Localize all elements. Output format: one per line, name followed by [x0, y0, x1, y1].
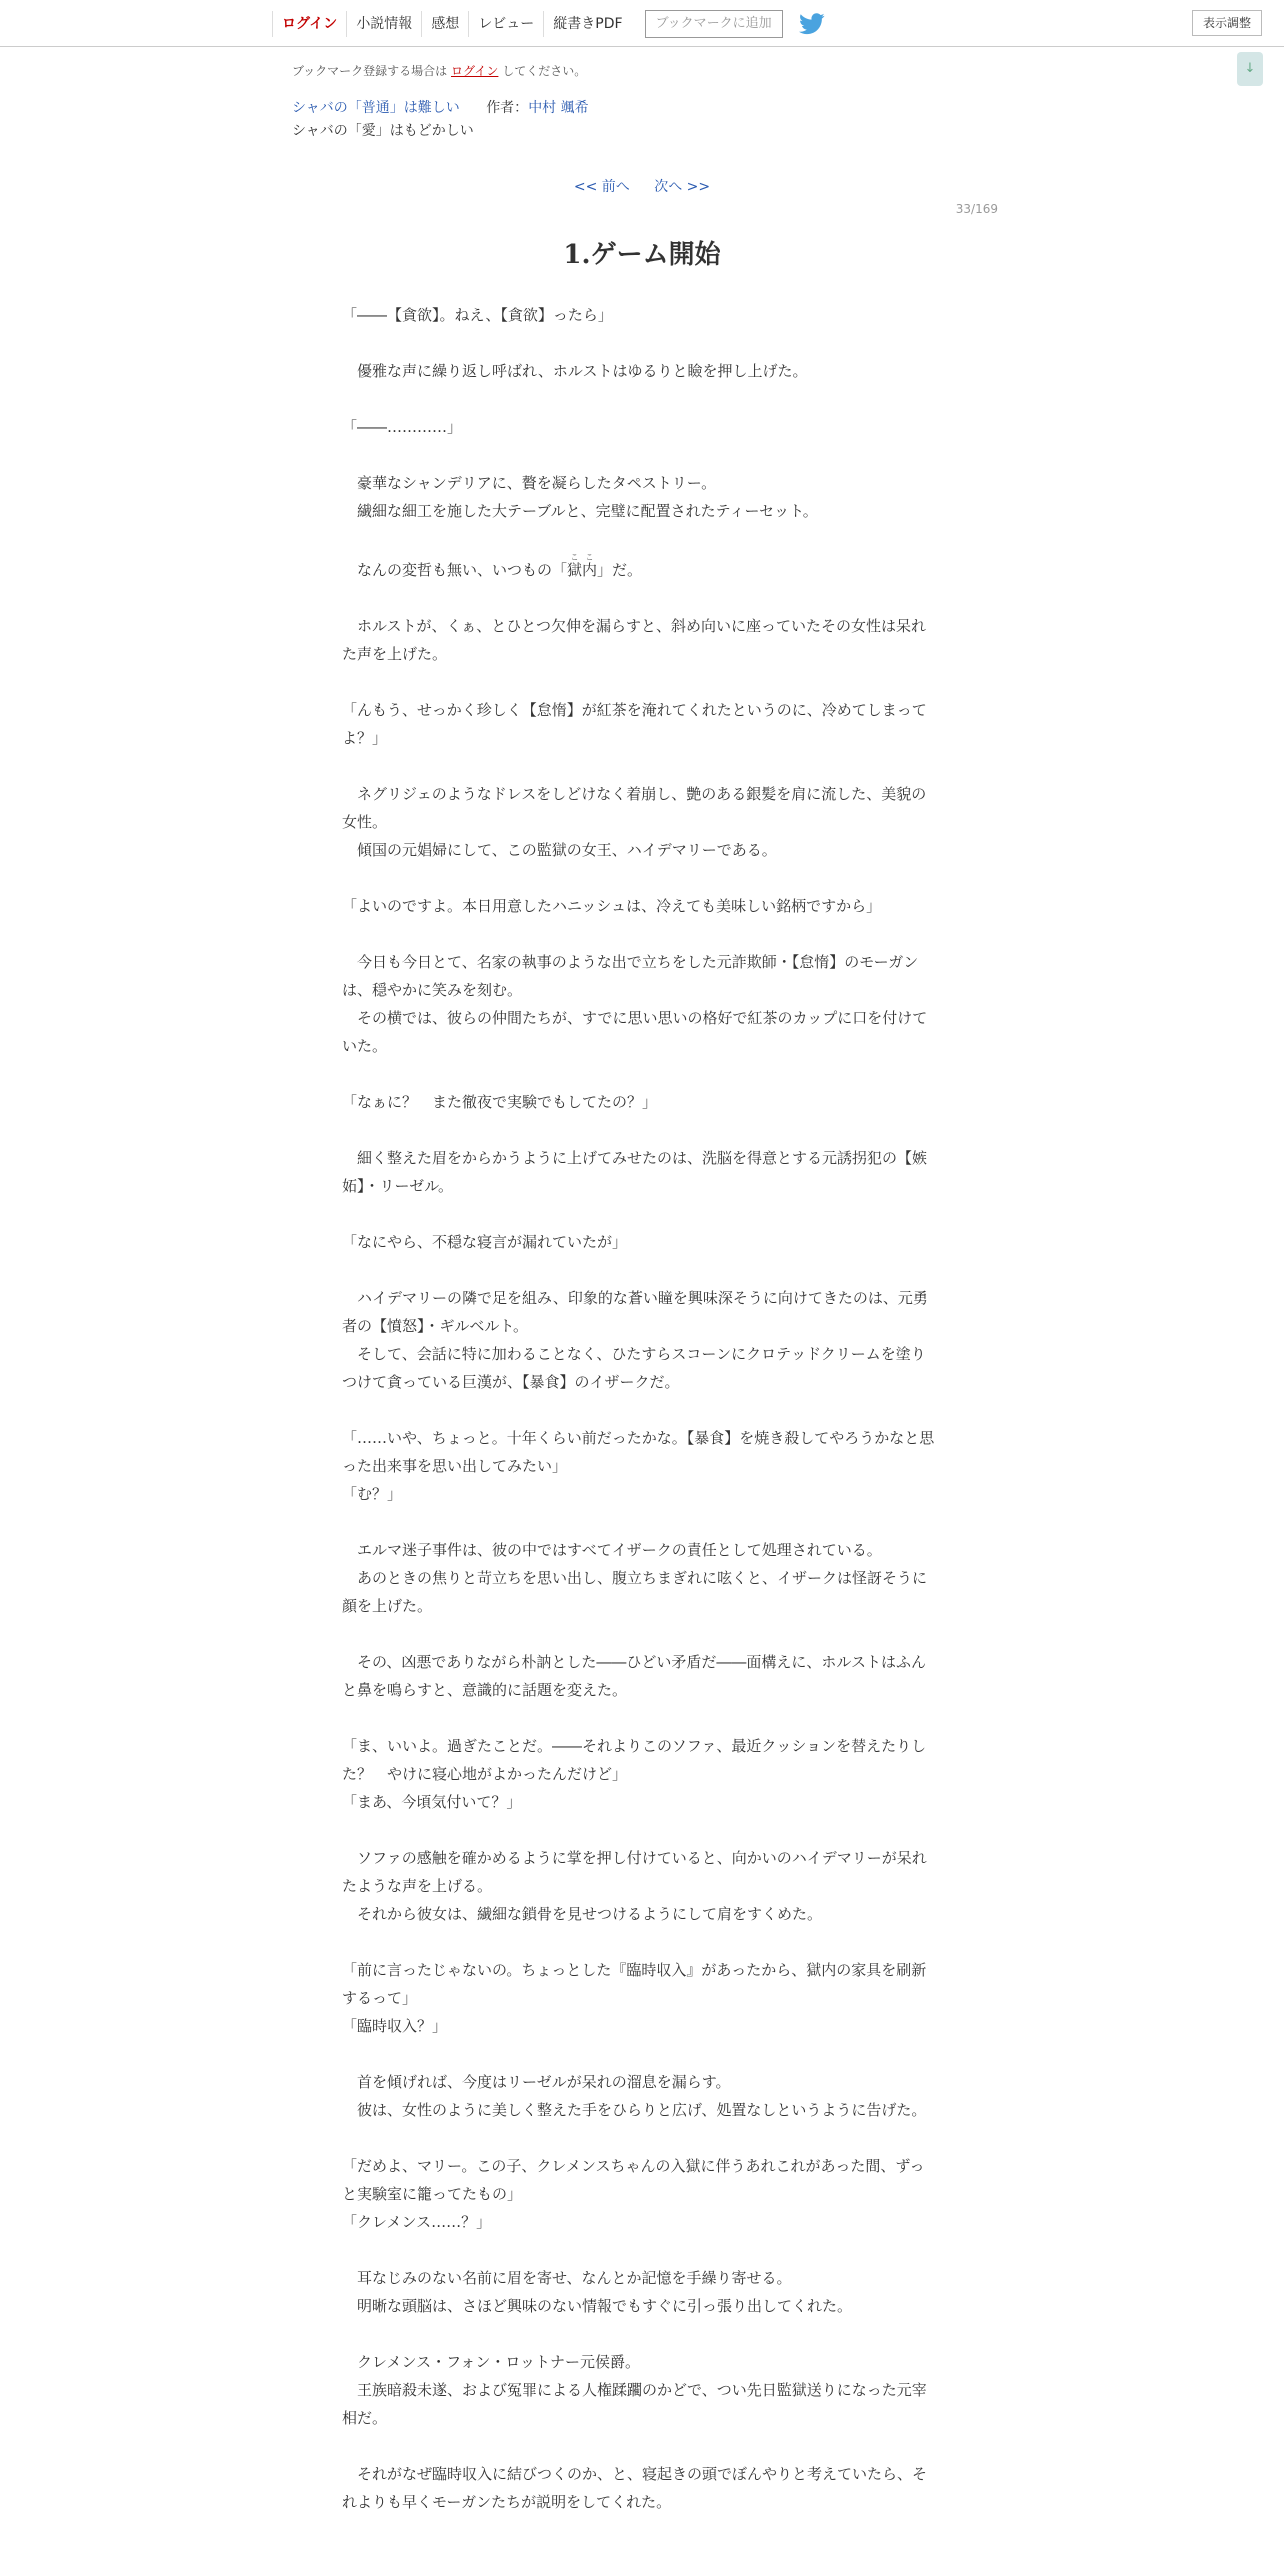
novel-paragraph: 「――…………」	[342, 418, 463, 436]
author-link[interactable]: 中村 颯希	[528, 100, 589, 116]
novel-paragraph: エルマ迷子事件は、彼の中ではすべてイザークの責任として処理されている。	[342, 1541, 882, 1559]
novel-paragraph: 繊細な細工を施した大テーブルと、完璧に配置されたティーセット。	[342, 502, 818, 520]
blank-line	[342, 2124, 936, 2152]
blank-line	[342, 329, 936, 357]
novel-paragraph: 「ま、いいよ。過ぎたことだ。――それよりこのソファ、最近クッションを替えたりした？ やけに寝心地がよかったんだけど」	[342, 1737, 927, 1783]
prev-page-link[interactable]: << 前へ	[573, 179, 630, 195]
novel-paragraph: 「だめよ、マリー。この子、クレメンスちゃんの入獄に伴うあれこれがあった間、ずっと実験室に籠ってたもの」	[342, 2157, 925, 2203]
novel-paragraph: 「まあ、今頃気付いて？」	[342, 1793, 522, 1811]
blank-line	[342, 385, 936, 413]
blank-line	[342, 1704, 936, 1732]
author-label: 作者：	[486, 100, 529, 116]
chapter-title: 1.ゲーム開始	[563, 240, 721, 270]
scroll-down-button[interactable]: ↓	[1237, 52, 1263, 86]
novel-paragraph: 「臨時収入？」	[342, 2017, 448, 2035]
novel-paragraph: それがなぜ臨時収入に結びつくのか、と、寝起きの頭でぼんやりと考えていたら、それよりも早くモーガンたちが説明をしてくれた。	[342, 2465, 928, 2511]
ruby-base: 獄内	[567, 561, 598, 579]
blank-line	[342, 1116, 936, 1144]
blank-line	[342, 864, 936, 892]
twitter-icon[interactable]	[799, 13, 825, 35]
top-navigation-bar	[0, 0, 1284, 47]
blank-line	[342, 2432, 936, 2460]
blank-line	[342, 584, 936, 612]
blank-line	[342, 1200, 936, 1228]
novel-paragraph: 王族暗殺未遂、および冤罪による人権蹂躙のかどで、つい先日監獄送りになった元宰相だ。	[342, 2381, 927, 2427]
novel-paragraph	[342, 553, 936, 584]
novel-paragraph: 「前に言ったじゃないの。ちょっとした『臨時収入』があったから、獄内の家具を刷新するって」	[342, 1961, 927, 2007]
blank-line	[342, 2236, 936, 2264]
add-bookmark-button[interactable]: ブックマークに追加	[645, 10, 783, 38]
novel-paragraph: ハイデマリーの隣で足を組み、印象的な蒼い瞳を興味深そうに向けてきたのは、元勇者の【憤怒】・ギルベルト。	[342, 1289, 928, 1335]
page-count: 33/169	[955, 202, 998, 216]
novel-paragraph: その、凶悪でありながら朴訥とした――ひどい矛盾だ――面構えに、ホルストはふんと鼻を鳴らすと、意識的に話題を変えた。	[342, 1653, 926, 1699]
novel-paragraph: 「なぁに？ また徹夜で実験でもしてたの？」	[342, 1093, 658, 1111]
novel-paragraph: 傾国の元娼婦にして、この監獄の女王、ハイデマリーである。	[342, 841, 777, 859]
ruby-line-before: なんの変哲も無い、いつもの「	[342, 561, 568, 579]
novel-paragraph: 「……いや、ちょっと。十年くらい前だったかな。【暴食】を焼き殺してやろうかなと思った出来事を思い出してみたい」	[342, 1429, 935, 1475]
nav-impressions[interactable]: 感想	[421, 11, 468, 37]
novel-paragraph: あのときの焦りと苛立ちを思い出し、腹立ちまぎれに呟くと、イザークは怪訝そうに顔を上げた。	[342, 1569, 928, 1615]
blank-line	[342, 1816, 936, 1844]
novel-paragraph: ホルストが、くぁ、とひとつ欠伸を漏らすと、斜め向いに座っていたその女性は呆れた声を上げた。	[342, 617, 926, 663]
nav-review[interactable]: レビュー	[468, 11, 543, 37]
blank-line	[342, 2040, 936, 2068]
novel-paragraph: ソファの感触を確かめるように掌を押し付けていると、向かいのハイデマリーが呆れたような声を上げる。	[342, 1849, 927, 1895]
display-settings-button[interactable]: 表示調整	[1192, 10, 1262, 36]
novel-paragraph: 首を傾げれば、今度はリーゼルが呆れの溜息を漏らす。	[342, 2073, 731, 2091]
novel-paragraph: そして、会話に特に加わることなく、ひたすらスコーンにクロテッドクリームを塗りつけて貪っている巨漢が、【暴食】のイザークだ。	[342, 1345, 926, 1391]
novel-paragraph: 「なにやら、不穏な寝言が漏れていたが」	[342, 1233, 628, 1251]
nav-vertical-pdf[interactable]: 縦書きPDF	[543, 11, 631, 37]
novel-paragraph: その横では、彼らの仲間たちが、すでに思い思いの格好で紅茶のカップに口を付けていた。	[342, 1009, 928, 1055]
novel-paragraph: それから彼女は、繊細な鎖骨を見せつけるようにして肩をすくめた。	[342, 1905, 823, 1923]
nav-novel-info[interactable]: 小説情報	[346, 11, 421, 37]
blank-line	[342, 1928, 936, 1956]
novel-paragraph: 彼は、女性のように美しく整えた手をひらりと広げ、処置なしというように告げた。	[342, 2101, 927, 2119]
login-hint-link[interactable]: ログイン	[451, 64, 499, 78]
login-hint-before: ブックマーク登録する場合は	[292, 64, 448, 78]
blank-line	[342, 1060, 936, 1088]
ruby-text	[567, 553, 598, 579]
novel-paragraph: ネグリジェのようなドレスをしどけなく着崩し、艶のある銀髪を肩に流した、美貌の女性。	[342, 785, 927, 831]
novel-body	[342, 301, 936, 2516]
login-hint	[292, 62, 586, 79]
novel-paragraph: 「よいのですよ。本日用意したハニッシュは、冷えても美味しい銘柄ですから」	[342, 897, 882, 915]
blank-line	[342, 1620, 936, 1648]
next-page-link[interactable]: 次へ >>	[654, 179, 711, 195]
ruby-line-after: 」だ。	[597, 561, 643, 579]
ruby-reading: ここ	[567, 553, 598, 562]
novel-paragraph: 豪華なシャンデリアに、贅を凝らしたタペストリー。	[342, 474, 717, 492]
novel-paragraph: 細く整えた眉をからかうように上げてみせたのは、洗脳を得意とする元誘拐犯の【嫉妬】・リーゼル。	[342, 1149, 928, 1195]
top-nav	[272, 10, 825, 38]
blank-line	[342, 668, 936, 696]
novel-paragraph: 「む？」	[342, 1485, 403, 1503]
novel-paragraph: クレメンス・フォン・ロットナー元侯爵。	[342, 2353, 641, 2371]
series-title-link[interactable]: シャバの「普通」は難しい	[292, 100, 460, 116]
blank-line	[342, 752, 936, 780]
blank-line	[342, 1396, 936, 1424]
blank-line	[342, 525, 936, 553]
blank-line	[342, 1256, 936, 1284]
novel-paragraph: 「んもう、せっかく珍しく【怠惰】が紅茶を淹れてくれたというのに、冷めてしまってよ？」	[342, 701, 927, 747]
nav-login[interactable]: ログイン	[272, 11, 346, 37]
chapter-group-title: シャバの「愛」はもどかしい	[292, 123, 474, 139]
blank-line	[342, 441, 936, 469]
novel-paragraph: 「クレメンス……？」	[342, 2213, 492, 2231]
novel-paragraph: 優雅な声に繰り返し呼ばれ、ホルストはゆるりと瞼を押し上げた。	[342, 362, 808, 380]
novel-paragraph: 明晰な頭脳は、さほど興味のない情報でもすぐに引っ張り出してくれた。	[342, 2297, 853, 2315]
login-hint-after: してください。	[502, 64, 587, 78]
blank-line	[342, 2320, 936, 2348]
novel-paragraph: 耳なじみのない名前に眉を寄せ、なんとか記憶を手繰り寄せる。	[342, 2269, 792, 2287]
series-info	[292, 97, 589, 117]
blank-line	[342, 1508, 936, 1536]
blank-line	[342, 920, 936, 948]
pager	[0, 176, 1284, 196]
novel-paragraph: 「――【貪欲】。ねえ、【貪欲】ったら」	[342, 306, 613, 324]
novel-paragraph: 今日も今日とて、名家の執事のような出で立ちをした元詐欺師・【怠惰】のモーガンは、穏やかに笑みを刻む。	[342, 953, 919, 999]
